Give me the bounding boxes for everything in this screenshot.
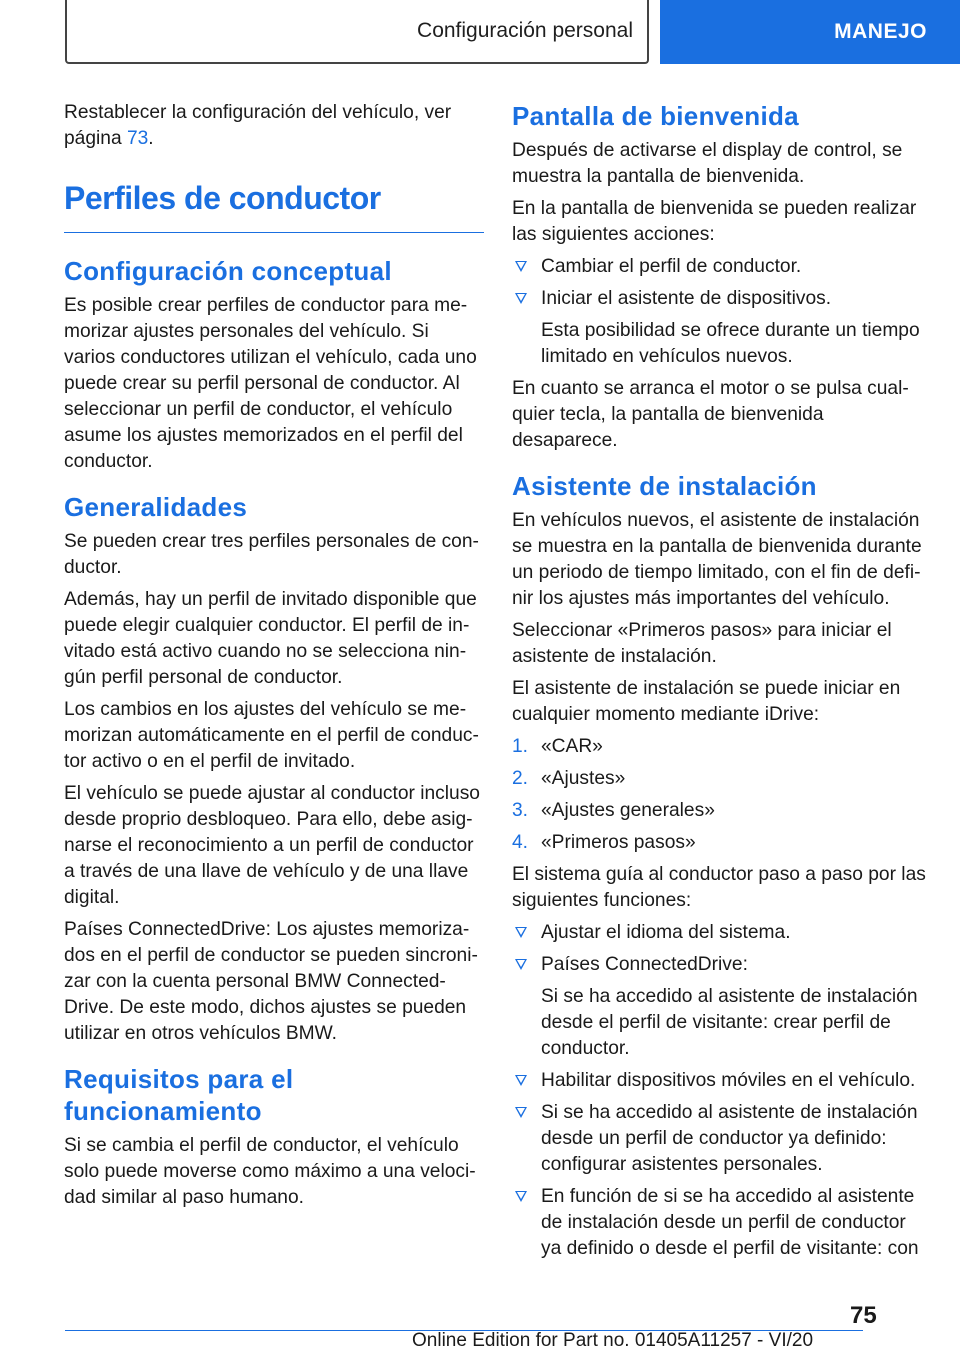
step-number: 2. <box>512 768 529 789</box>
intro-paragraph: Restablecer la configuración del vehículo, ver página 73. <box>64 102 452 149</box>
section-heading-requisitos: Requisitos para el funcionamiento <box>64 1064 294 1126</box>
list-item-note: Si se ha accedido al asistente de instalación desde el perfil de visitante: crear perfil de conductor. <box>541 986 918 1059</box>
paragraph: Seleccionar «Primeros pasos» para iniciar el asistente de instalación. <box>512 620 892 667</box>
triangle-bullet-icon <box>515 959 527 970</box>
bullet-list <box>512 254 930 370</box>
paragraph: Además, hay un perfil de invitado disponible que puede elegir cualquier conductor. El perfil de invitado está activo cuando no se selecciona ningún perfil personal de conductor. <box>64 589 477 688</box>
step-item: 3. «Ajustes generales» <box>512 798 930 824</box>
list-item: Países ConnectedDrive: Si se ha accedido al asistente de instalación desde el perfil de visitante: crear perfil de conductor. <box>512 952 930 1062</box>
triangle-bullet-icon <box>515 261 527 272</box>
triangle-bullet-icon <box>515 293 527 304</box>
header-chapter-label: MANEJO <box>834 20 927 43</box>
step-item: 2. «Ajustes» <box>512 766 930 792</box>
list-item-note: Esta posibilidad se ofrece durante un tiempo limitado en vehículos nuevos. <box>541 320 920 367</box>
list-item: Si se ha accedido al asistente de instalación desde un perfil de conductor ya definido: configurar asistentes personales. <box>512 1100 930 1178</box>
step-item: 1. «CAR» <box>512 734 930 760</box>
triangle-bullet-icon <box>515 1191 527 1202</box>
chapter-heading: Perfiles de conductor <box>64 178 484 233</box>
steps-list <box>512 734 930 856</box>
footer-edition-text: Online Edition for Part no. 01405A11257 - VI/20 <box>412 1330 814 1351</box>
paragraph: Después de activarse el display de control, se muestra la pantalla de bienvenida. <box>512 140 903 187</box>
right-column <box>512 100 930 1268</box>
step-number: 3. <box>512 800 529 821</box>
triangle-bullet-icon <box>515 1075 527 1086</box>
paragraph: El asistente de instalación se puede iniciar en cualquier momento mediante iDrive: <box>512 678 901 725</box>
page-number: 75 <box>850 1302 877 1329</box>
list-item: Ajustar el idioma del sistema. <box>512 920 930 946</box>
list-item: Iniciar el asistente de dispositivos. Esta posibilidad se ofrece durante un tiempo limitado en vehículos nuevos. <box>512 286 930 370</box>
paragraph: El vehículo se puede ajustar al conductor incluso desde proprio desbloqueo. Para ello, debe asignarse el reconocimiento a un perfil de conductor a través de una llave de vehículo y de una llave digital. <box>64 783 480 908</box>
paragraph: Se pueden crear tres perfiles personales de conductor. <box>64 531 479 578</box>
header-section-box <box>65 0 649 64</box>
section-heading-asistente: Asistente de instalación <box>512 471 817 501</box>
paragraph: Países ConnectedDrive: Los ajustes memorizados en el perfil de conductor se pueden sincronizar con la cuenta personal BMW ConnectedDrive. De este modo, dichos ajustes se pueden utilizar en otros vehículos BMW. <box>64 919 478 1044</box>
list-item: Cambiar el perfil de conductor. <box>512 254 930 280</box>
paragraph: En cuanto se arranca el motor o se pulsa cualquier tecla, la pantalla de bienvenida desaparece. <box>512 378 909 451</box>
section-heading-pantalla: Pantalla de bienvenida <box>512 101 799 131</box>
header-chapter-tab <box>660 0 960 64</box>
page-reference-link[interactable]: 73 <box>126 128 149 149</box>
step-number: 1. <box>512 736 529 757</box>
paragraph: Es posible crear perfiles de conductor para memorizar ajustes personales del vehículo. Si varios conductores utilizan el vehículo, cada uno puede crear su perfil personal de conductor. Al seleccionar un perfil de conductor, el vehículo asume los ajustes memorizados en el perfil del conductor. <box>64 295 477 472</box>
list-item: Habilitar dispositivos móviles en el vehículo. <box>512 1068 930 1094</box>
paragraph: Los cambios en los ajustes del vehículo se memorizan automáticamente en el perfil de conductor activo o en el perfil de invitado. <box>64 699 479 772</box>
paragraph: El sistema guía al conductor paso a paso por las siguientes funciones: <box>512 864 926 911</box>
triangle-bullet-icon <box>515 927 527 938</box>
paragraph: En vehículos nuevos, el asistente de instalación se muestra en la pantalla de bienvenida durante un periodo de tiempo limitado, con el fin de definir los ajustes más importantes del vehículo. <box>512 510 922 609</box>
paragraph: Si se cambia el perfil de conductor, el vehículo solo puede moverse como máximo a una velocidad similar al paso humano. <box>64 1135 476 1208</box>
triangle-bullet-icon <box>515 1107 527 1118</box>
list-item: En función de si se ha accedido al asistente de instalación desde un perfil de conductor ya definido o desde el perfil de visitante: con <box>512 1184 930 1262</box>
paragraph: En la pantalla de bienvenida se pueden realizar las siguientes acciones: <box>512 198 917 245</box>
step-number: 4. <box>512 832 529 853</box>
header-section-title: Configuración personal <box>417 19 633 42</box>
left-column <box>64 100 484 1217</box>
section-heading-configuracion: Configuración conceptual <box>64 256 392 286</box>
bullet-list <box>512 920 930 1262</box>
step-item: 4. «Primeros pasos» <box>512 830 930 856</box>
section-heading-generalidades: Generalidades <box>64 492 248 522</box>
